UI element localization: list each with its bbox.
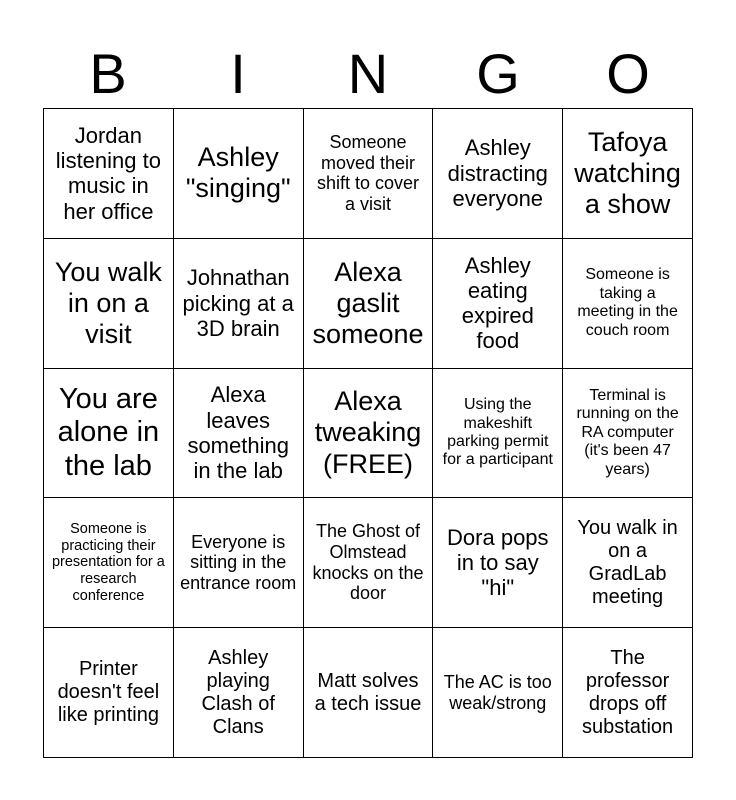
bingo-cell-text: Matt solves a tech issue	[314, 669, 422, 715]
bingo-cell-text: The Ghost of Olmstead knocks on the door	[312, 521, 424, 604]
bingo-cell[interactable]	[433, 109, 563, 239]
bingo-cell-text: Everyone is sitting in the entrance room	[180, 531, 297, 594]
bingo-cell-text: Terminal is running on the RA computer (it's been 47 years)	[576, 387, 679, 478]
bingo-cell-text: Using the makeshift parking permit for a participant	[442, 396, 553, 469]
bingo-cell[interactable]	[433, 628, 563, 758]
bingo-cell[interactable]	[44, 109, 174, 239]
bingo-cell-text: Ashley eating expired food	[461, 252, 534, 354]
bingo-cell[interactable]	[174, 498, 304, 628]
bingo-cell-text: You are alone in the lab	[57, 382, 160, 482]
bingo-cell-text: Ashley distracting everyone	[447, 135, 548, 212]
bingo-cell[interactable]	[304, 498, 434, 628]
bingo-cell-text: Ashley "singing"	[185, 142, 291, 204]
bingo-cell-text: Dora pops in to say "hi"	[447, 524, 549, 601]
bingo-cell[interactable]	[433, 498, 563, 628]
bingo-cell[interactable]	[174, 239, 304, 369]
bingo-cell[interactable]	[174, 109, 304, 239]
bingo-cell[interactable]	[304, 239, 434, 369]
bingo-cell[interactable]	[433, 369, 563, 499]
bingo-cell-text: You walk in on a visit	[54, 256, 162, 349]
bingo-cell[interactable]	[174, 628, 304, 758]
bingo-cell-text: Alexa tweaking (FREE)	[314, 386, 422, 479]
bingo-cell-text: Ashley playing Clash of Clans	[201, 646, 275, 738]
bingo-cell[interactable]	[44, 628, 174, 758]
header-letter-o: O	[606, 42, 650, 105]
bingo-cell[interactable]	[44, 498, 174, 628]
bingo-cell-text: Someone is practicing their presentation for a research conference	[51, 521, 165, 604]
bingo-cell[interactable]	[563, 369, 693, 499]
bingo-cell-text: Someone is taking a meeting in the couch room	[577, 266, 678, 339]
bingo-cell-text: Tafoya watching a show	[574, 126, 681, 219]
bingo-header	[43, 40, 693, 108]
header-letter-b: B	[89, 42, 127, 105]
bingo-cell[interactable]	[174, 369, 304, 499]
bingo-cell[interactable]	[433, 239, 563, 369]
bingo-cell-text: Alexa gaslit someone	[312, 256, 424, 349]
bingo-cell[interactable]	[563, 498, 693, 628]
bingo-cell[interactable]	[44, 369, 174, 499]
bingo-cell[interactable]	[304, 109, 434, 239]
bingo-cell-text: Johnathan picking at a 3D brain	[182, 265, 294, 341]
bingo-cell[interactable]	[563, 239, 693, 369]
bingo-cell[interactable]	[563, 109, 693, 239]
bingo-cell-text: The professor drops off substation	[582, 646, 674, 738]
header-letter-g: G	[476, 42, 520, 105]
bingo-cell-text: Alexa leaves something in the lab	[187, 382, 289, 484]
bingo-cell[interactable]	[304, 628, 434, 758]
header-letter-n: N	[347, 42, 389, 105]
bingo-cell-text: Printer doesn't feel like printing	[57, 658, 160, 727]
bingo-cell-text: The AC is too weak/strong	[443, 671, 552, 713]
bingo-cell-text: Jordan listening to music in her office	[55, 122, 161, 224]
bingo-cell-text: You walk in on a GradLab meeting	[577, 516, 678, 608]
bingo-grid	[43, 108, 693, 758]
bingo-cell-text: Someone moved their shift to cover a visit	[316, 132, 420, 215]
bingo-cell[interactable]	[563, 628, 693, 758]
bingo-cell[interactable]	[44, 239, 174, 369]
header-letter-i: I	[230, 42, 246, 105]
bingo-cell[interactable]	[304, 369, 434, 499]
